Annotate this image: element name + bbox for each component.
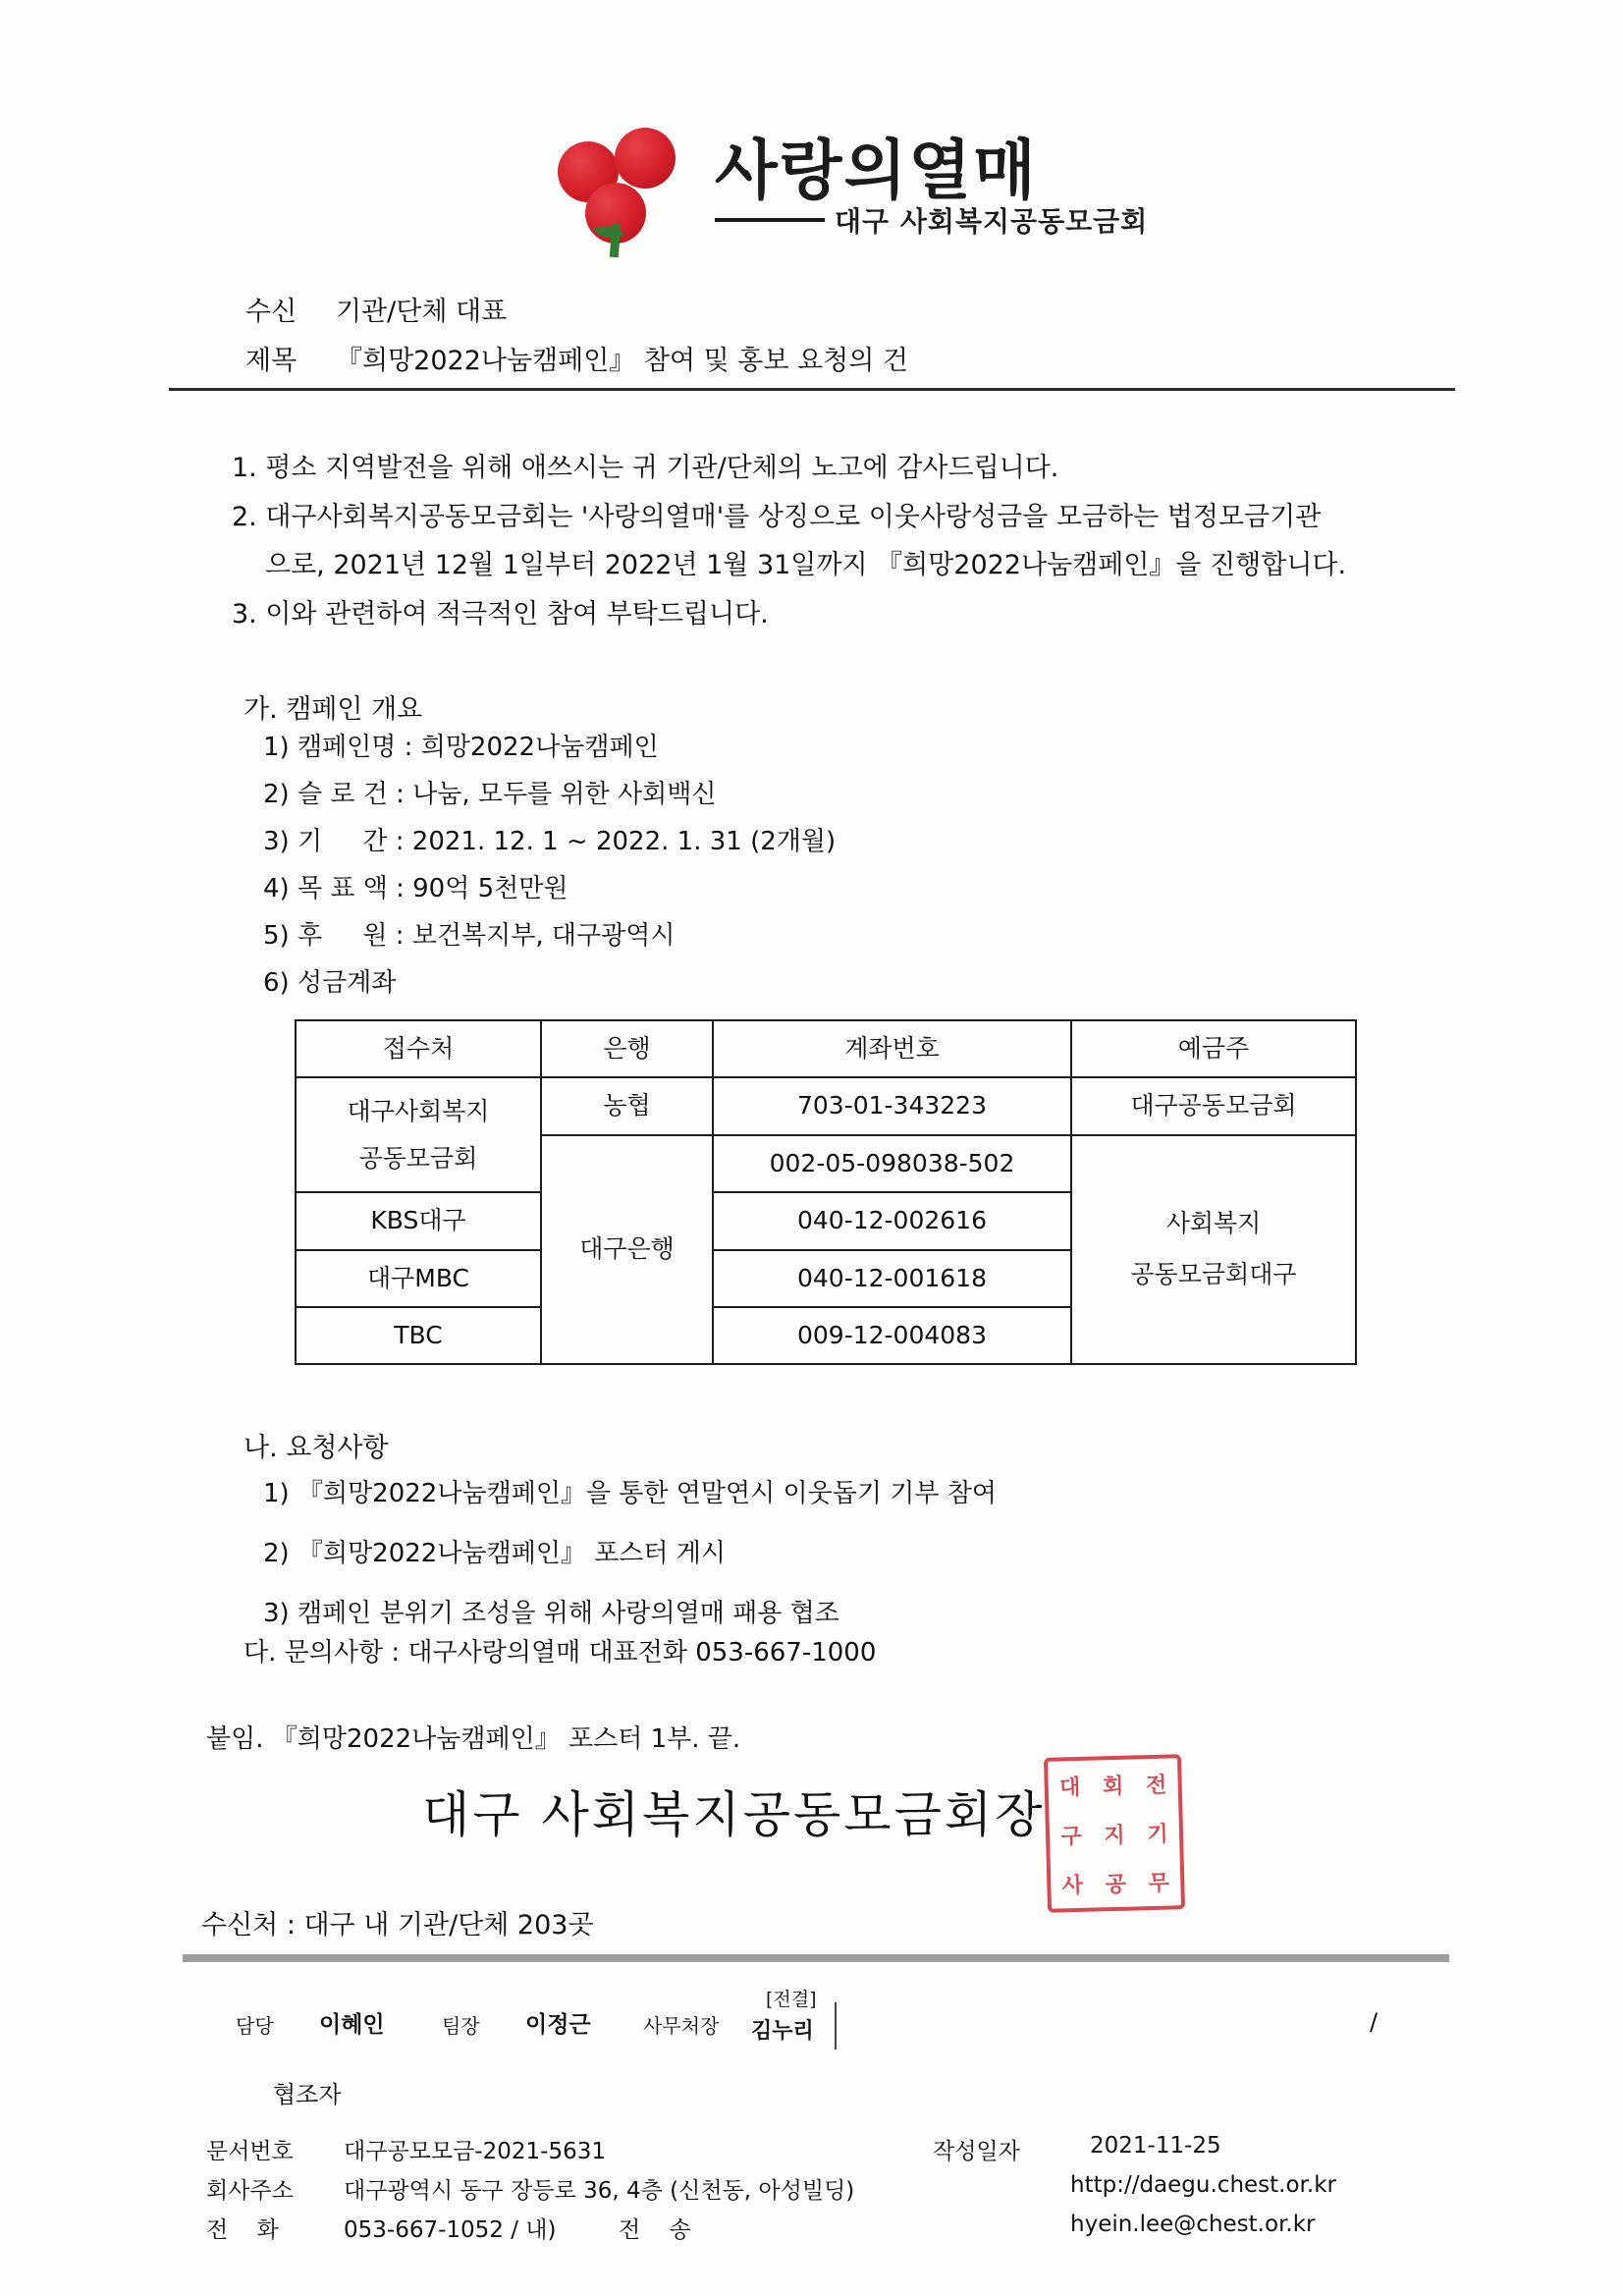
- approval-block: [216, 1979, 1453, 2053]
- section-a-item: 2) 슬 로 건 : 나눔, 모두를 위한 사회백신: [263, 780, 717, 809]
- section-a-item: 4) 목 표 액 : 90억 5천만원: [263, 874, 568, 903]
- footer-row-address: [206, 2172, 1453, 2212]
- table-header-row: [296, 1020, 1356, 1077]
- seal-char: 지: [1104, 1823, 1126, 1848]
- recipient-line: [245, 290, 507, 328]
- cell-account: 002-05-098038-502: [713, 1135, 1071, 1193]
- recipient-label: 수신: [245, 297, 298, 327]
- section-a-title: 가. 캠페인 개요: [243, 694, 423, 725]
- stem-shape: [610, 224, 621, 258]
- column-header-account: 계좌번호: [713, 1020, 1071, 1077]
- body-item: 1. 평소 지역발전을 위해 애쓰시는 귀 기관/단체의 노고에 감사드립니다.: [232, 453, 1059, 483]
- footer-value-docno: 대구공모모금-2021-5631: [344, 2139, 606, 2164]
- approval-delegation-tag: [전결]: [766, 1989, 817, 2010]
- cell-receiver-line1: 대구사회복지: [347, 1097, 490, 1126]
- column-header-bank: 은행: [541, 1020, 713, 1077]
- seal-char: 구: [1060, 1824, 1083, 1849]
- footer-label-fax: 전 송: [619, 2217, 691, 2243]
- column-header-receiver: 접수처: [296, 1020, 541, 1077]
- cell-account: 040-12-002616: [713, 1192, 1071, 1249]
- logo-divider: [715, 218, 825, 222]
- seal-char: 대: [1058, 1775, 1081, 1800]
- section-a-item: 5) 후 원 : 보건복지부, 대구광역시: [263, 921, 676, 951]
- body-item: 으로, 2021년 12월 1일부터 2022년 1월 31일까지 『희망2022나눔캠페인』을 진행합니다.: [265, 550, 1347, 581]
- signature-line: 대구 사회복지공동모금회장: [422, 1786, 1046, 1843]
- section-b-title: 나. 요청사항: [243, 1433, 389, 1463]
- organization-logo: [550, 116, 1159, 253]
- cell-bank: 농협: [541, 1077, 713, 1134]
- footer-row-docno: [206, 2133, 1453, 2172]
- footer-email-link[interactable]: hyein.lee@chest.or.kr: [1070, 2212, 1316, 2237]
- logo-sub-text: 대구 사회복지공동모금회: [835, 205, 1149, 238]
- approval-name-director: 김누리: [751, 2019, 814, 2044]
- footer-divider: [183, 1954, 1449, 1962]
- approval-divider: [835, 2002, 837, 2050]
- footer-row-phone: [206, 2212, 1453, 2251]
- cell-receiver: KBS대구: [296, 1192, 541, 1249]
- cell-receiver: 대구MBC: [296, 1250, 541, 1307]
- cell-holder: [1071, 1135, 1356, 1365]
- cell-receiver: [296, 1077, 541, 1192]
- account-table: [295, 1019, 1357, 1365]
- cell-holder: 대구공동모금회: [1071, 1077, 1356, 1134]
- section-a-item: 6) 성금계좌: [263, 968, 397, 998]
- cell-holder-line2: 공동모금회대구: [1130, 1260, 1297, 1289]
- cooperator-label: 협조자: [273, 2081, 342, 2108]
- approval-role-director: 사무처장: [643, 2014, 720, 2038]
- footer-label-address: 회사주소: [206, 2178, 294, 2204]
- cell-account: 703-01-343223: [713, 1077, 1071, 1134]
- seal-char: 무: [1148, 1871, 1170, 1896]
- approval-role-team-leader: 팀장: [442, 2014, 480, 2038]
- approval-name-team-leader: 이정근: [525, 2012, 591, 2038]
- section-c-contact: 다. 문의사항 : 대구사랑의열매 대표전화 053-667-1000: [243, 1638, 877, 1667]
- column-header-holder: 예금주: [1071, 1020, 1356, 1077]
- section-a-item: 3) 기 간 : 2021. 12. 1 ~ 2022. 1. 31 (2개월): [263, 827, 837, 856]
- cell-receiver-line2: 공동모금회: [358, 1143, 478, 1173]
- cell-account: 040-12-001618: [713, 1250, 1071, 1307]
- subject-label: 제목: [245, 346, 298, 376]
- logo-main-text: 사랑의열매: [715, 133, 1038, 208]
- cell-account: 009-12-004083: [713, 1307, 1071, 1364]
- approval-slash: /: [1370, 2008, 1379, 2036]
- footer-value-address: 대구광역시 동구 장등로 36, 4층 (신천동, 아성빌딩): [344, 2178, 855, 2204]
- body-paragraphs: [232, 447, 1459, 642]
- attachment-note: 붙임. 『희망2022나눔캠페인』 포스터 1부. 끝.: [206, 1724, 741, 1754]
- table-row: [296, 1077, 1356, 1134]
- seal-char: 전: [1145, 1773, 1167, 1798]
- recipients-line: 수신처 : 대구 내 기관/단체 203곳: [201, 1910, 594, 1941]
- footer-label-created: 작성일자: [933, 2139, 1020, 2164]
- subject-value: 『희망2022나눔캠페인』 참여 및 홍보 요청의 건: [336, 346, 908, 376]
- recipient-value: 기관/단체 대표: [336, 297, 508, 327]
- document-footer: [206, 2133, 1453, 2251]
- fruit-of-love-icon: [550, 122, 707, 249]
- cell-receiver: TBC: [296, 1307, 541, 1364]
- approval-role-staff: 담당: [236, 2014, 274, 2038]
- subject-line: [245, 339, 908, 377]
- footer-website-link[interactable]: http://daegu.chest.or.kr: [1070, 2172, 1336, 2198]
- section-b-item: 3) 캠페인 분위기 조성을 위해 사랑의열매 패용 협조: [263, 1599, 839, 1628]
- header-divider: [169, 388, 1455, 391]
- approval-name-staff: 이혜인: [319, 2012, 385, 2038]
- section-a-list: [263, 735, 1147, 1017]
- official-seal-icon: [1044, 1754, 1185, 1913]
- seal-char: 회: [1102, 1774, 1124, 1799]
- body-item: 2. 대구사회복지공동모금회는 '사랑의열매'를 상징으로 이웃사랑성금을 모금하는 법정모금기관: [232, 501, 1322, 532]
- logo-subtitle-row: [715, 200, 1157, 240]
- seal-char: 공: [1105, 1872, 1127, 1897]
- body-item: 3. 이와 관련하여 적극적인 참여 부탁드립니다.: [232, 599, 769, 630]
- section-b-list: [263, 1473, 1343, 1653]
- cell-holder-line1: 사회복지: [1165, 1208, 1262, 1237]
- cell-bank: 대구은행: [541, 1135, 713, 1365]
- footer-label-docno: 문서번호: [206, 2139, 294, 2164]
- section-b-item: 2) 『희망2022나눔캠페인』 포스터 게시: [263, 1539, 727, 1568]
- section-b-item: 1) 『희망2022나눔캠페인』을 통한 연말연시 이웃돕기 기부 참여: [263, 1479, 997, 1508]
- footer-label-phone: 전 화: [206, 2217, 279, 2243]
- seal-char: 기: [1147, 1822, 1168, 1847]
- footer-value-created: 2021-11-25: [1090, 2133, 1221, 2159]
- berry-shape: [615, 128, 676, 189]
- seal-char: 사: [1061, 1873, 1084, 1898]
- section-a-item: 1) 캠페인명 : 희망2022나눔캠페인: [263, 733, 659, 762]
- footer-value-phone: 053-667-1052 / 내): [344, 2217, 557, 2243]
